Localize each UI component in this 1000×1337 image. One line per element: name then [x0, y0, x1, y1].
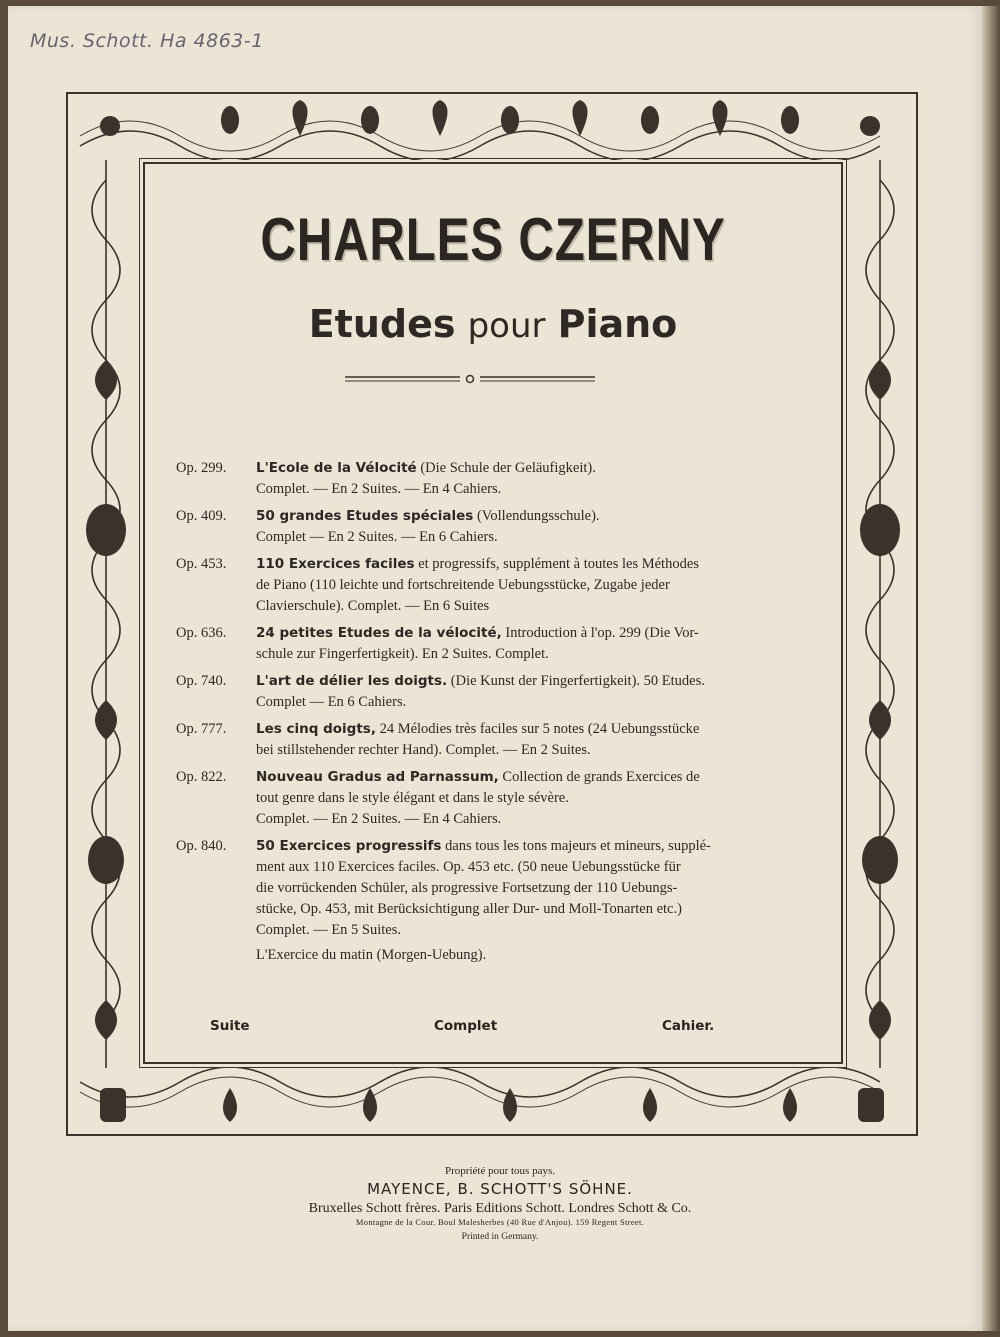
printed-in: Printed in Germany.: [461, 1232, 539, 1242]
opus-entry: [176, 719, 768, 761]
opus-list: [176, 458, 768, 966]
opus-line: (Die Schule der Geläufigkeit).: [420, 460, 596, 476]
opus-title: L'art de délier les doigts.: [256, 673, 448, 689]
opus-line: Complet — En 6 Cahiers.: [256, 694, 407, 710]
opus-line: bei stillstehender rechter Hand). Complet. — En 2 Suites.: [256, 742, 591, 758]
page-edge: [982, 6, 1000, 1331]
publisher-branches: Bruxelles Schott frères. Paris Editions Schott. Londres Schott & Co.: [308, 1201, 692, 1216]
label-suite: Suite: [210, 1018, 250, 1034]
opus-entry: [176, 671, 768, 713]
ornament-top-band: [70, 96, 914, 160]
opus-line: Complet — En 2 Suites. — En 6 Cahiers.: [256, 529, 498, 545]
label-cahier: Cahier.: [662, 1018, 715, 1034]
publisher-addresses: Montagne de la Cour. Boul Malesherbes (40 Rue d'Anjou). 159 Regent Street.: [355, 1217, 645, 1227]
opus-number: Op. 840.: [176, 838, 227, 854]
opus-line: Complet. — En 5 Suites.: [256, 922, 401, 938]
opus-entry: [176, 458, 768, 500]
opus-line: 24 Mélodies très faciles sur 5 notes (24 Uebungsstücke: [379, 721, 700, 737]
opus-number: Op. 409.: [176, 508, 227, 524]
subtitle-word-piano: Piano: [557, 302, 678, 346]
work-subtitle: [143, 302, 843, 346]
opus-entry: [176, 767, 768, 830]
opus-line: de Piano (110 leichte und fortschreitende Uebungsstücke, Zugabe jeder: [256, 577, 670, 593]
shelfmark-handwritten: Mus. Schott. Ha 4863-1: [30, 30, 264, 52]
opus-line: Collection de grands Exercices de: [502, 769, 700, 785]
opus-line: Complet. — En 2 Suites. — En 4 Cahiers.: [256, 811, 502, 827]
opus-title: 50 Exercices progressifs: [256, 838, 442, 854]
opus-number: Op. 822.: [176, 769, 227, 785]
opus-line: die vorrückenden Schüler, als progressive Fortsetzung der 110 Uebungs-: [256, 880, 678, 896]
opus-line: Complet. — En 2 Suites. — En 4 Cahiers.: [256, 481, 502, 497]
opus-number: Op. 636.: [176, 625, 227, 641]
opus-entry: [176, 836, 768, 941]
opus-title: 110 Exercices faciles: [256, 556, 415, 572]
rights-notice: Propriété pour tous pays.: [445, 1165, 555, 1177]
subtitle-word-etudes: Etudes: [308, 302, 456, 346]
decorative-divider: [345, 372, 595, 384]
publisher-name: MAYENCE, B. SCHOTT'S SÖHNE.: [367, 1180, 633, 1198]
opus-line: et progressifs, supplément à toutes les Méthodes: [418, 556, 699, 572]
opus-entry: [176, 506, 768, 548]
opus-number: Op. 453.: [176, 556, 227, 572]
opus-line: Introduction à l'op. 299 (Die Vor-: [505, 625, 699, 641]
opus-title: 50 grandes Etudes spéciales: [256, 508, 474, 524]
morning-exercise-note: L'Exercice du matin (Morgen-Uebung).: [256, 947, 487, 963]
opus-title: L'Ecole de la Vélocité: [256, 460, 417, 476]
opus-number: Op. 740.: [176, 673, 227, 689]
ornament-left-column: [70, 160, 142, 1068]
opus-title: Les cinq doigts,: [256, 721, 376, 737]
opus-line: tout genre dans le style élégant et dans le style sévère.: [256, 790, 569, 806]
opus-line: dans tous les tons majeurs et mineurs, supplé-: [445, 838, 711, 854]
opus-entry: [176, 554, 768, 617]
ornament-right-column: [844, 160, 916, 1068]
label-complet: Complet: [434, 1018, 498, 1034]
opus-number: Op. 299.: [176, 460, 227, 476]
ornament-bottom-band: [70, 1068, 914, 1132]
opus-line: schule zur Fingerfertigkeit). En 2 Suites. Complet.: [256, 646, 549, 662]
opus-number: Op. 777.: [176, 721, 227, 737]
opus-line: (Die Kunst der Fingerfertigkeit). 50 Etudes.: [450, 673, 705, 689]
opus-title: 24 petites Etudes de la vélocité,: [256, 625, 502, 641]
opus-entry: [176, 623, 768, 665]
opus-title: Nouveau Gradus ad Parnassum,: [256, 769, 499, 785]
opus-line: (Vollendungsschule).: [476, 508, 600, 524]
opus-line: ment aux 110 Exercices faciles. Op. 453 etc. (50 neue Uebungsstücke für: [256, 859, 681, 875]
opus-line: stücke, Op. 453, mit Berücksichtigung aller Dur- und Moll-Tonarten etc.): [256, 901, 682, 917]
subtitle-word-pour: pour: [467, 306, 546, 346]
opus-line: Clavierschule). Complet. — En 6 Suites: [256, 598, 490, 614]
composer-title: CHARLES CZERNY: [260, 206, 726, 273]
